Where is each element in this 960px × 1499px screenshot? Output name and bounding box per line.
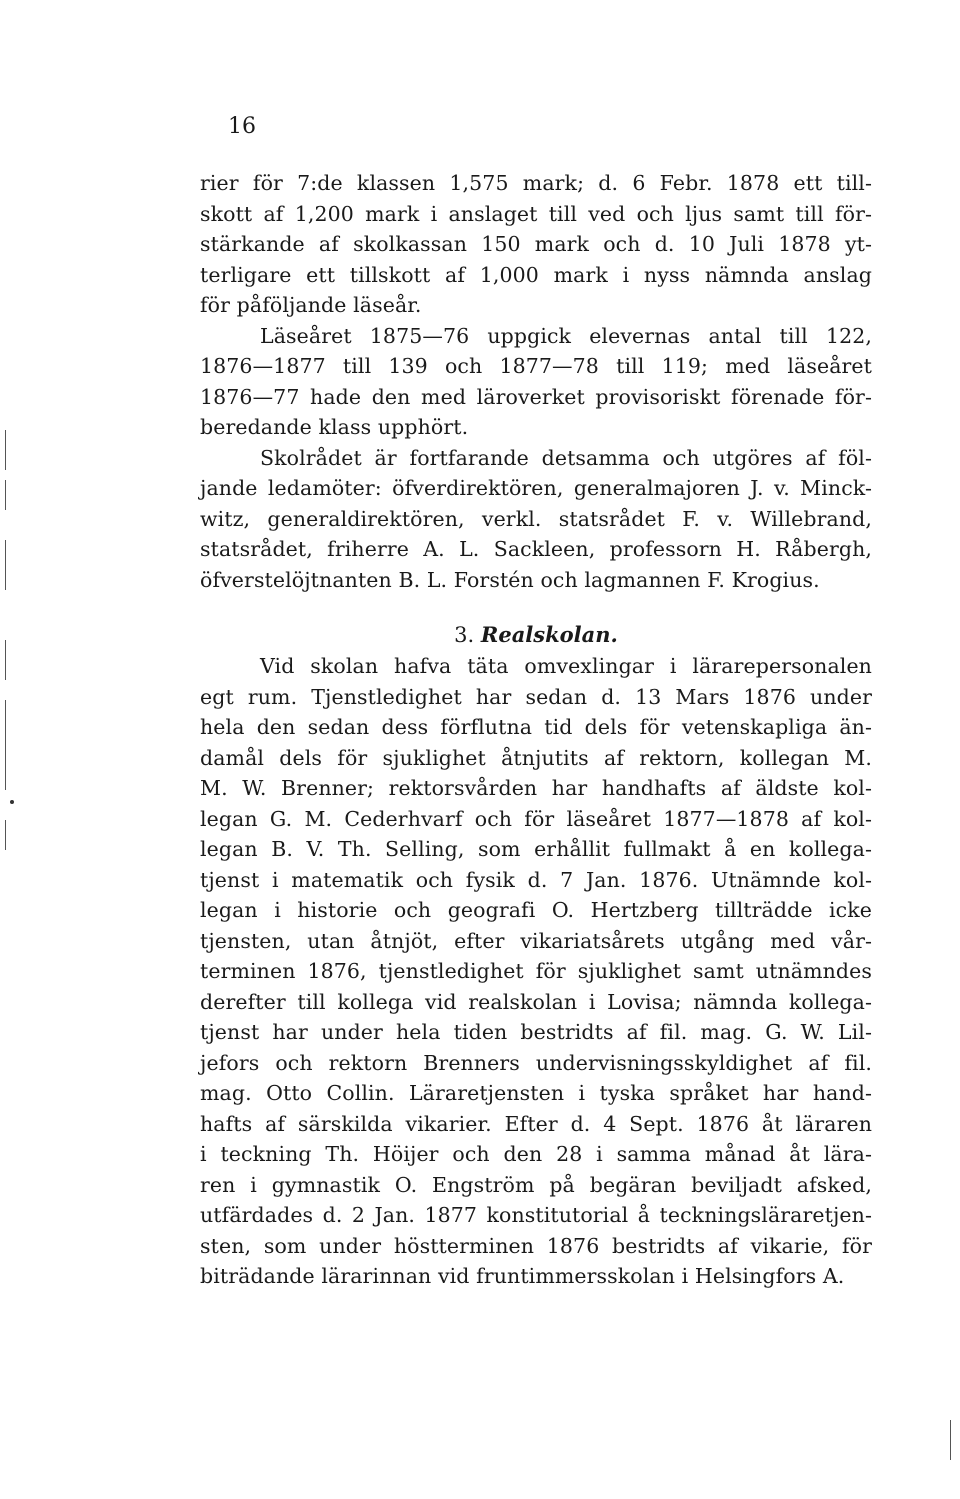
section-title: Realskolan. — [480, 622, 618, 647]
text-line: legan B. V. Th. Selling, som erhållit fullmakt å en kollega- — [200, 837, 872, 861]
text-line: rier för 7:de klassen 1,575 mark; d. 6 Febr. 1878 ett till- — [200, 171, 872, 195]
text-line: 1876—1877 till 139 och 1877—78 till 119; med läseåret — [200, 354, 872, 378]
text-line: M. W. Brenner; rektorsvården har handhafts af äldste kol- — [200, 776, 872, 800]
scan-margin-mark — [5, 480, 6, 510]
scan-margin-mark — [5, 640, 6, 680]
text-line: tjenst har under hela tiden bestridts af fil. mag. G. W. Lil- — [200, 1020, 872, 1044]
text-line: Skolrådet är fortfarande detsamma och utgöres af föl- — [260, 445, 872, 470]
text-line: jefors och rektorn Brenners undervisningsskyldighet af fil. — [200, 1050, 872, 1075]
text-line: sten, som under höstterminen 1876 bestridts af vikarie, för — [200, 1233, 872, 1258]
text-line: damål dels för sjuklighet åtnjutits af rektorn, kollegan M. — [200, 745, 872, 770]
text-line: biträdande lärarinnan vid fruntimmersskolan i Helsingfors A. — [200, 1264, 845, 1288]
text-line: egt rum. Tjenstledighet har sedan d. 13 Mars 1876 under — [200, 684, 872, 709]
paragraph-block-realskolan — [200, 651, 872, 1292]
section-number: 3. — [454, 623, 475, 647]
paragraph-block-school-board — [200, 168, 872, 595]
text-line: terminen 1876, tjenstledighet för sjuklighet samt utnämndes — [200, 959, 872, 983]
text-line: hafts af särskilda vikarier. Efter d. 4 Sept. 1876 åt läraren — [200, 1111, 872, 1136]
text-line: ren i gymnastik O. Engström på begäran beviljadt afsked, — [200, 1172, 872, 1197]
text-line: 1876—77 hade den med läroverket provisoriskt förenade för- — [200, 384, 872, 409]
scan-margin-mark — [5, 700, 6, 790]
text-line: för påföljande läseår. — [200, 293, 422, 317]
text-line: terligare ett tillskott af 1,000 mark i nyss nämnda anslag — [200, 262, 872, 287]
text-line: jande ledamöter: öfverdirektören, generalmajoren J. v. Minck- — [200, 476, 872, 500]
text-line: tjensten, utan åtnjöt, efter vikariatsårets utgång med vår- — [200, 928, 872, 953]
text-line: öfverstelöjtnanten B. L. Forstén och lagmannen F. Krogius. — [200, 567, 820, 592]
text-line: Läseåret 1875—76 uppgick elevernas antal till 122, — [260, 323, 872, 348]
text-line: beredande klass upphört. — [200, 415, 469, 439]
text-line: i teckning Th. Höijer och den 28 i samma månad åt lära- — [200, 1142, 872, 1166]
scan-margin-mark — [950, 1420, 951, 1460]
text-line: hela den sedan dess förflutna tid dels för vetenskapliga än- — [200, 715, 872, 739]
section-heading — [200, 620, 872, 650]
text-line: legan i historie och geografi O. Hertzberg tillträdde icke — [200, 898, 872, 922]
text-line: utfärdades d. 2 Jan. 1877 konstitutorial å teckningsläraretjen- — [200, 1203, 872, 1227]
text-line: stärkande af skolkassan 150 mark och d. 10 Juli 1878 yt- — [200, 232, 872, 256]
scan-dot — [10, 800, 14, 804]
text-line: Vid skolan hafva täta omvexlingar i lärarepersonalen — [260, 654, 872, 678]
text-line: legan G. M. Cederhvarf och för läseåret 1877—1878 af kol- — [200, 806, 872, 831]
text-line: skott af 1,200 mark i anslaget till ved och ljus samt till för- — [200, 201, 872, 226]
text-line: derefter till kollega vid realskolan i Lovisa; nämnda kollega- — [200, 989, 872, 1014]
scan-margin-mark — [5, 430, 6, 470]
text-line: statsrådet, friherre A. L. Sackleen, professorn H. Råbergh, — [200, 537, 872, 561]
text-line: witz, generaldirektören, verkl. statsrådet F. v. Willebrand, — [200, 506, 872, 531]
text-line: mag. Otto Collin. Läraretjensten i tyska språket har hand- — [200, 1081, 872, 1105]
text-line: tjenst i matematik och fysik d. 7 Jan. 1876. Utnämnde kol- — [200, 867, 872, 892]
scan-margin-mark — [5, 820, 6, 850]
page-number: 16 — [228, 114, 256, 139]
scan-margin-mark — [5, 540, 6, 590]
